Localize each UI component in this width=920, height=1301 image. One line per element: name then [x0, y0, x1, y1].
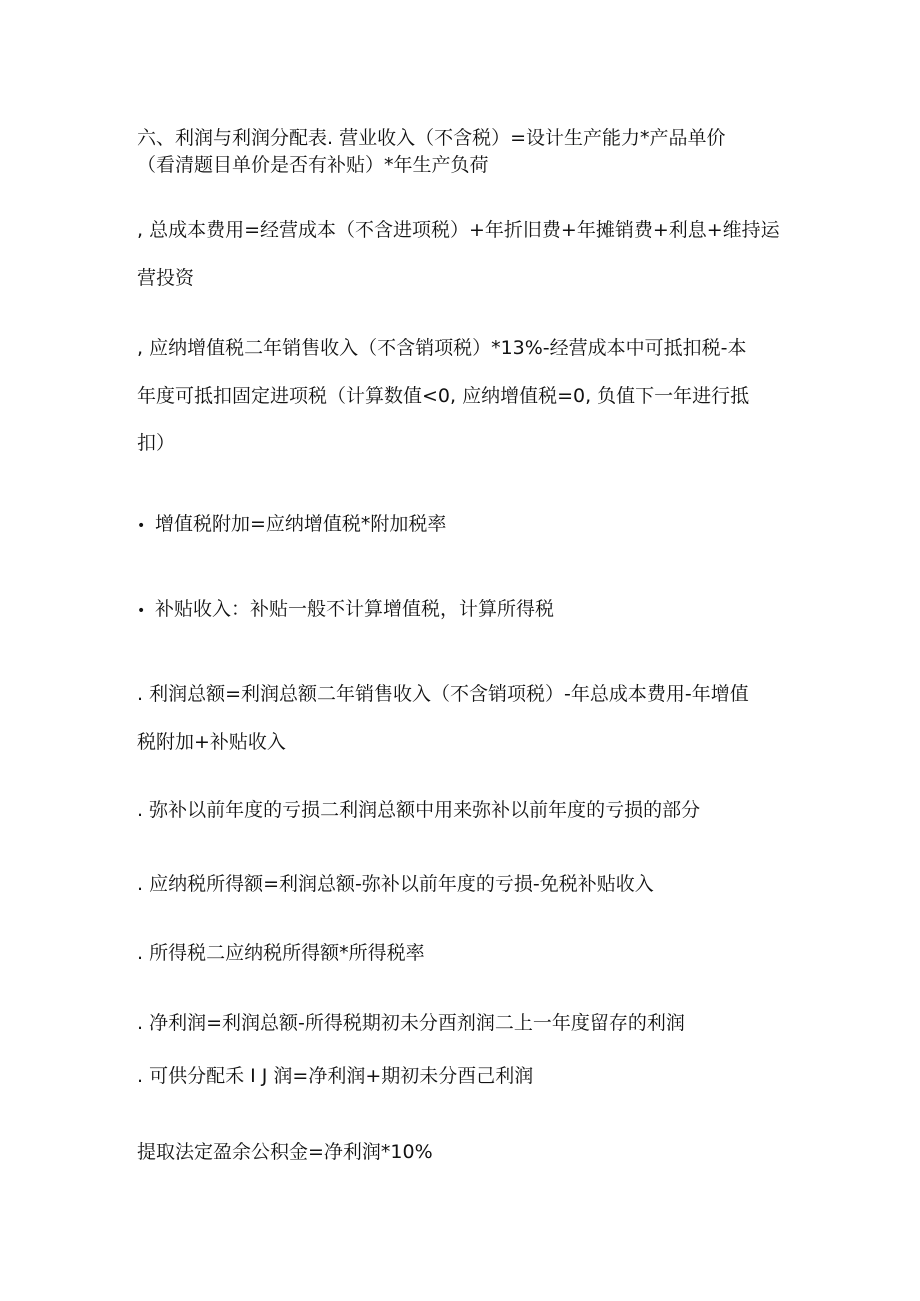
- bullet-icon: •: [137, 603, 146, 619]
- paragraph-taxable-income: . 应纳税所得额=利润总额-弥补以前年度的亏损-免税补贴收入: [137, 873, 654, 895]
- paragraph-total-cost-line-1: , 总成本费用=经营成本（不含进项税）+年折旧费+年摊销费+利息+维持运: [137, 219, 780, 241]
- bullet-item-subsidy-income: [137, 597, 797, 623]
- paragraph-profit-table-line-2: （看清题目单价是否有补贴）*年生产负荷: [137, 154, 489, 176]
- paragraph-vat-line-1: , 应纳增值税二年销售收入（不含销项税）*13%-经营成本中可抵扣税-本: [137, 337, 747, 359]
- bullet-icon: •: [137, 518, 146, 534]
- bullet-text: 补贴收入：补贴一般不计算增值税，计算所得税: [155, 598, 555, 620]
- paragraph-vat-line-3: 扣）: [137, 432, 176, 454]
- bullet-item-vat-surcharge: [137, 512, 797, 538]
- paragraph-profit-table-line-1: 六、利润与利润分配表. 营业收入（不含税）=设计生产能力*产品单价: [137, 127, 726, 149]
- paragraph-net-profit: . 净利润=利润总额-所得税期初未分酉剂润二上一年度留存的利润: [137, 1012, 685, 1034]
- paragraph-total-profit-line-2: 税附加+补贴收入: [137, 731, 286, 753]
- bullet-text: 增值税附加=应纳增值税*附加税率: [155, 513, 447, 535]
- paragraph-distributable-profit: . 可供分配禾 I J 润=净利润+期初未分酉己利润: [137, 1065, 534, 1087]
- paragraph-total-profit-line-1: . 利润总额=利润总额二年销售收入（不含销项税）-年总成本费用-年增值: [137, 683, 749, 705]
- paragraph-statutory-reserve: 提取法定盈余公积金=净利润*10%: [137, 1141, 433, 1163]
- paragraph-income-tax: . 所得税二应纳税所得额*所得税率: [137, 942, 425, 964]
- paragraph-loss-compensation: . 弥补以前年度的亏损二利润总额中用来弥补以前年度的亏损的部分: [137, 799, 701, 821]
- paragraph-total-cost-line-2: 营投资: [137, 267, 195, 289]
- paragraph-vat-line-2: 年度可抵扣固定进项税（计算数值<0, 应纳增值税=0, 负值下一年进行抵: [137, 385, 750, 407]
